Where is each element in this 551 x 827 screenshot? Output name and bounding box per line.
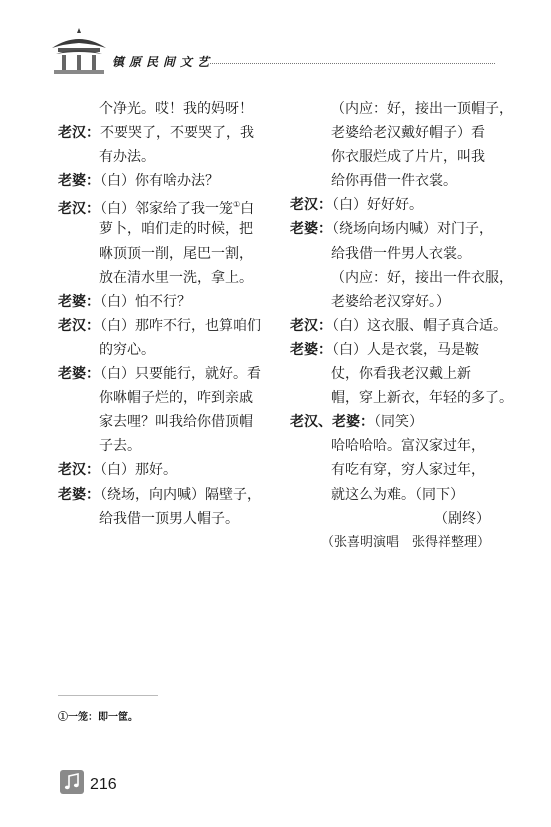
performer-credit: （张喜明演唱 张得祥整理） [320,534,490,550]
speaker-label: 老汉、老婆： [290,414,374,431]
dialogue-line [290,314,507,338]
speaker-label: 老汉： [58,125,100,142]
dialogue-text: （白）这衣服、帽子真合适。 [332,317,507,334]
dialogue-text: 仗，你看我老汉戴上新 [331,366,471,383]
dialogue-line [290,338,490,362]
dialogue-text: （内应：好，接出一顶帽子， [331,101,513,117]
dialogue-line [58,266,263,290]
dialogue-line [290,242,490,266]
dialogue-line [58,97,263,121]
dialogue-text: 有办法。 [99,149,155,166]
speaker-label: 老汉： [58,317,100,334]
dialogue-text: 就这么为难。（同下） [331,486,464,503]
dialogue-text: 给你再借一件衣裳。 [331,173,457,190]
right-column [290,97,513,555]
dialogue-line [58,410,263,434]
speaker-label: 老婆： [58,366,100,383]
dialogue-text: 白 [240,201,255,218]
dialogue-line [58,338,263,362]
dialogue-text: （白）好好好。 [332,197,423,214]
dialogue-line [58,242,263,266]
dialogue-line [290,145,490,169]
dialogue-text: （白）邻家给了我一笼 [100,201,233,218]
left-column [58,97,263,531]
header-dotted-line [210,63,495,64]
dialogue-text: 你衣服烂成了片片，叫我 [331,149,485,166]
dialogue-line [290,483,490,507]
dialogue-line [290,121,490,145]
music-note-icon [60,770,84,794]
dialogue-text: （白）怕不行？ [100,293,191,310]
footnote: ①一笼：即一筐。 [58,712,138,723]
speaker-label: 老汉： [290,197,332,214]
dialogue-line [58,434,263,458]
speaker-label: 老汉： [290,317,332,334]
dialogue-text: 给我借一顶男人帽子。 [99,510,239,527]
dialogue-line [290,193,490,217]
pavilion-icon [50,28,108,74]
dialogue-line [290,386,513,410]
dialogue-line [58,362,263,386]
dialogue-line [290,97,513,121]
dialogue-text: 有吃有穿，穷人家过年， [331,462,485,479]
dialogue-line [58,217,263,241]
dialogue-text: 咻顶顶一削，尾巴一割， [99,245,253,262]
dialogue-line [58,507,263,531]
dialogue-text: 放在清水里一洗，拿上。 [99,269,253,286]
dialogue-text: 你咻帽子烂的，咋到亲戚 [99,390,253,407]
speaker-label: 老婆： [58,173,100,190]
dialogue-line [58,290,263,314]
speaker-label: 老汉： [58,462,100,479]
dialogue-line [58,169,263,193]
dialogue-line [58,145,263,169]
page-number: 216 [90,776,117,793]
dialogue-line [290,290,490,314]
dialogue-text: 哈哈哈哈。富汉家过年， [331,438,485,455]
dialogue-line [290,169,490,193]
dialogue-line [58,314,263,338]
footnote-marker: ① [233,200,241,210]
speaker-label: 老婆： [58,486,100,503]
dialogue-line [58,386,263,410]
dialogue-text: 老婆给老汉穿好。） [331,293,450,310]
dialogue-text: 不要哭了，不要哭了，我 [100,125,254,142]
dialogue-text: （白）那咋不行，也算咱们 [100,317,261,334]
dialogue-line [290,217,493,241]
dialogue-text: （内应：好，接出一件衣服， [331,269,513,286]
dialogue-text: 老婆给老汉戴好帽子）看 [331,125,485,142]
dialogue-text: （白）人是衣裳，马是鞍 [332,341,479,358]
dialogue-text: （同笑） [374,414,423,431]
dialogue-line [290,410,490,434]
footnote-divider [58,695,158,696]
dialogue-text: （白）只要能行，就好。看 [100,366,261,383]
dialogue-line [290,458,490,482]
dialogue-line [58,483,263,507]
dialogue-text: 帽，穿上新衣，年轻的多了。 [331,390,513,407]
dialogue-text: （白）你有啥办法？ [100,173,219,190]
dialogue-line [290,434,490,458]
dialogue-line [58,458,263,482]
dialogue-text: （绕场向场内喊）对门子， [332,221,493,238]
dialogue-line [290,362,490,386]
page-header [50,28,495,74]
ending-note: （剧终） [434,510,490,527]
dialogue-text: 家去哩？叫我给你借顶帽 [99,414,253,431]
header-title: 镇原民间文艺 [112,55,215,69]
dialogue-text: 萝卜，咱们走的时候，把 [99,221,253,238]
dialogue-text: （绕场，向内喊）隔壁子， [100,486,261,503]
dialogue-text: 子去。 [99,438,141,455]
dialogue-text: 个净光。哎！我的妈呀！ [99,101,253,117]
dialogue-line [58,193,263,217]
dialogue-text: （白）那好。 [100,462,177,479]
speaker-label: 老汉： [58,201,100,218]
dialogue-line [58,121,263,145]
speaker-label: 老婆： [58,293,100,310]
dialogue-text: 给我借一件男人衣裳。 [331,245,471,262]
speaker-label: 老婆： [290,221,332,238]
dialogue-line [290,266,513,290]
dialogue-text: 的穷心。 [99,341,155,358]
speaker-label: 老婆： [290,341,332,358]
